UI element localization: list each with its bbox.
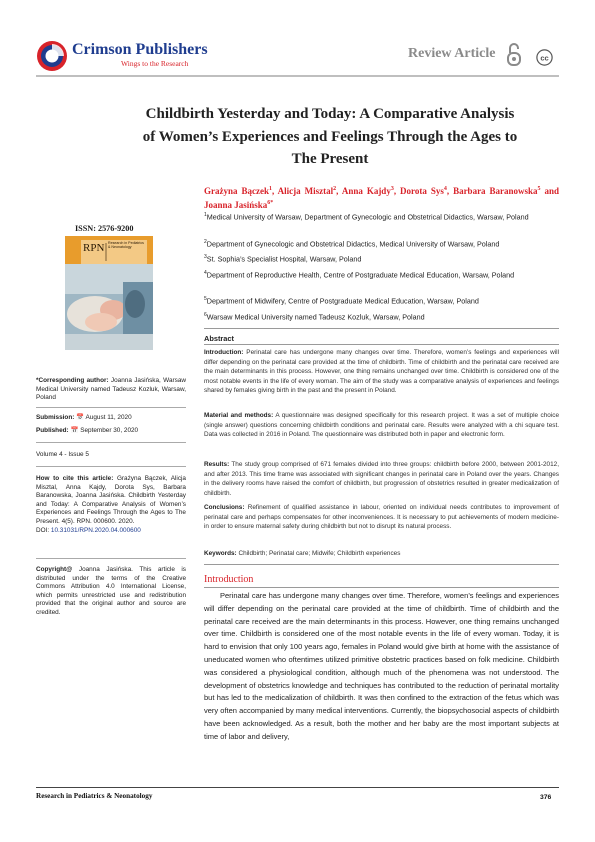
affiliation-item [204,210,560,222]
abstract-heading: Abstract [204,334,234,343]
affiliation-text: Department of Midwifery, Centre of Postgraduate Medical Education, Warsaw, Poland [206,296,479,306]
affiliation-item [204,310,560,322]
crimson-logo-icon [36,40,68,72]
doi-link[interactable]: 10.31031/RPN.2020.04.000600 [49,526,141,534]
how-to-cite [36,475,186,535]
submission-label: Submission: [36,414,75,421]
author-sep: , [393,186,397,196]
creative-commons-icon [536,49,553,66]
copyright-text: Joanna Jasińska. This article is distributed under the terms of the Creative Commons Attribution 4.0 International License, which permits unrestricted use and redistribution provided that the original author and source are credited. [36,566,186,616]
left-divider [36,466,186,467]
affiliation-item [204,268,560,280]
article-title: Childbirth Yesterday and Today: A Comparative Analysis of Women’s Experiences and Feelings Through the Ages to The Present [142,106,518,167]
keywords-text: Childbirth; Perinatal care; Midwife; Childbirth experiences [236,550,401,557]
introduction-rule [204,587,559,588]
header-divider [36,75,559,77]
author-sup: 6* [267,200,274,206]
abstract-keywords [204,549,559,559]
abstract-methods [204,411,559,440]
cover-photo [65,264,153,350]
abstract-results [204,460,559,498]
published-date: September 30, 2020 [80,427,139,434]
left-divider [36,442,186,443]
submission-date-line [36,414,186,423]
keywords-label: Keywords: [204,550,237,557]
cover-journal-name: Research in Pediatrics & Neonatology [108,241,144,250]
affiliation-sup: 6 [204,312,207,318]
copyright-label: Copyright@ [36,566,73,573]
introduction-heading: Introduction [204,574,254,585]
publisher-name: Crimson Publishers [72,41,208,58]
volume-issue: Volume 4 - Issue 5 [36,451,89,458]
affiliation-text: St. Sophia’s Specialist Hospital, Warsaw, Poland [206,254,362,264]
cover-acronym: RPN [83,242,105,254]
author-sep: , [271,186,275,196]
abstract-results-text: The study group comprised of 671 females divided into three groups: childbirth before 2000, between 2001-2012, and after 2013. This time frame was associated with significant changes in perinatal care in Poland over the years. Changes in the delivery rooms have raised the comfort of childbirth, but progression of obstetrics resulted in greater medicalization of childbirth. [204,461,559,497]
open-access-lock-icon [507,42,521,66]
issn: ISSN: 2576-9200 [75,224,134,233]
corresponding-label: *Corresponding author: [36,377,109,384]
affiliation-item [204,237,560,249]
published-date-line [36,427,186,436]
author-name[interactable]: Grażyna Bączek [204,186,269,196]
author-name[interactable]: Joanna Jasińska [204,200,268,210]
affiliation-text: Warsaw Medical University named Tadeusz Kozluk, Warsaw, Poland [206,312,425,322]
author-sup: 3 [390,186,394,192]
affiliation-text: Department of Reproductive Health, Centre of Postgraduate Medical Education, Warsaw, Poland [206,270,515,280]
abstract-methods-text: A questionnaire was designed specifically for this research project. It was a set of multiple choice (single answer) questions concerning childbirth conditions and perinatal care. Results were analyzed with a chi square test. Data was collected in 2016 in Poland. The questionnaire was distributed both in paper and electronic form. [204,412,559,439]
publisher-brand [72,42,208,68]
submission-date: August 11, 2020 [85,414,132,421]
article-type: Review Article [408,46,496,61]
abstract-conclusions-label: Conclusions: [204,504,245,511]
left-divider [36,407,186,408]
author-name[interactable]: Dorota Sys [400,186,444,196]
journal-cover [65,236,153,350]
affiliation-sup: 1 [204,212,207,218]
abstract-intro-label: Introduction: [204,349,244,356]
author-sup: 5 [537,186,541,192]
calendar-icon: 📅 [70,427,79,434]
published-label: Published: [36,427,69,434]
affiliation-sup: 3 [204,254,207,260]
author-name[interactable]: Anna Kajdy [341,186,391,196]
author-sup: 4 [443,186,447,192]
page-number: 376 [540,794,552,801]
affiliation-text: Medical University of Warsaw, Department of Gynecologic and Obstetrical Didactics, Warsaw, Poland [206,212,529,222]
affiliation-text: Department of Gynecologic and Obstetrical Didactics, Medical University of Warsaw, Poland [206,239,500,249]
svg-text:cc: cc [540,53,549,63]
publisher-tagline: Wings to the Research [121,59,189,68]
footer-journal-name: Research in Pediatrics & Neonatology [36,792,153,800]
abstract-heading-rule [204,344,559,345]
author-list [204,183,559,211]
author-sep: , [446,186,450,196]
abstract-methods-label: Material and methods: [204,412,274,419]
abstract-intro-text: Perinatal care has undergone many changes over time. Therefore, women’s feelings and experiences will differ depending on the perinatal care provided at the time of childbirth. Time of childbirth and the perinatal care received are the main determinants in this process. However, one thing remains unchanged over time. Childbirth is considered one of the most notable events in the life of every woman. The aim of the study was a comparative analysis of experiences and feelings shared by females giving birth in the past and the present in Poland. [204,349,559,395]
corresponding-text: Joanna Jasińska, Warsaw Medical University named Tadeusz Kozluk, Warsaw, Poland [36,377,186,402]
affiliation-item [204,294,560,306]
introduction-body: Perinatal care has undergone many changes over time. Therefore, women’s feelings and experiences will differ depending on the perinatal care provided at the time of childbirth. Time of childbirth and the perinatal care received are the main determinants in this process. However, one thing remains unchanged over time. Childbirth is considered one of the most notable events in the life of every woman. Today, it is hard to envision that only 100 years ago, females in Poland would give birth at home with the assistance of uneducated women who oftentimes utilized primitive obstetric practices based on folk medicine. Childbirth was considered a physiological condition, although much of the phenomena was not understood. The development of obstetrics knowledge and techniques has contributed to the reduction of perinatal mortality but has led to the medicalization of childbirth. It was then confined to the extraction of the fetus which was very often accompanied by many medical interventions. Currently, the biopsychosocial aspects of childbirth have been acknowledged. As a result, both the mother and her baby are the most important subjects at time of labor and delivery, [204,591,559,741]
cite-text: Grażyna Bączek, Alicja Misztal, Anna Kajdy, Dorota Sys, Barbara Baranowska, Joanna Jasińska. Childbirth Yesterday and Today: A Comparative Analysis of Women’s Experiences and Feelings Through the Ages to The Present. 4(5). RPN. 000600. 2020. [36,475,186,525]
abstract-conclusions-text: Refinement of qualified assistance in labour, oriented on individual needs contributes to improvement of perinatal care and perhaps compensates for other inconveniences. It is necessary to put achievements of modern medicine-in order to ensure maternal safety during childbirth but not to disrupt its natural process. [204,504,559,531]
abstract-bottom-rule [204,564,559,565]
footer-divider [36,787,559,788]
calendar-icon: 📅 [76,414,85,421]
abstract-conclusions [204,503,559,532]
abstract-introduction [204,348,559,396]
affiliation-sup: 4 [204,270,207,276]
doi-label: DOI: [36,526,50,534]
abstract-results-label: Results: [204,461,230,468]
left-divider [36,558,186,559]
cite-label: How to cite this article: [36,475,114,482]
author-and: and [544,186,560,196]
affiliation-sup: 5 [204,296,207,302]
affiliation-sup: 2 [204,239,207,245]
author-name[interactable]: Barbara Baranowska [453,186,538,196]
author-name[interactable]: Alicja Misztal [277,186,334,196]
affiliation-item [204,252,560,264]
abstract-top-rule [204,328,559,329]
copyright-notice [36,566,186,618]
author-sup: 2 [333,186,337,192]
author-sep: , [336,186,339,196]
author-sup: 1 [268,186,272,192]
corresponding-author [36,377,186,403]
